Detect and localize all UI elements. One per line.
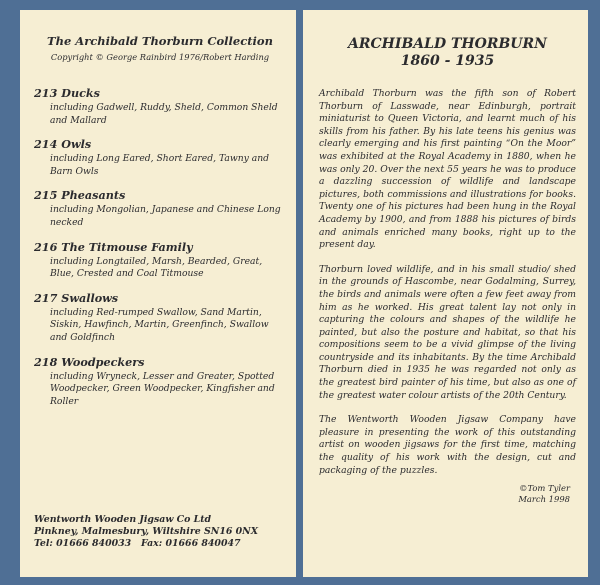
item-description: including Long Eared, Short Eared, Tawny and Barn Owls	[50, 153, 270, 177]
list-item	[34, 240, 286, 281]
list-item	[34, 86, 286, 127]
collection-title: The Archibald Thorburn Collection	[47, 34, 273, 48]
list-item	[34, 355, 286, 409]
collection-card	[20, 10, 296, 577]
list-item	[34, 137, 286, 178]
copyright-line: Copyright © George Rainbird 1976/Robert Harding	[50, 52, 270, 62]
company-address-line: Pinkney, Malmesbury, Wiltshire SN16 0NX	[34, 526, 258, 537]
item-description: including Longtailed, Marsh, Bearded, Great, Blue, Crested and Coal Titmouse	[50, 255, 263, 280]
item-heading: 213 Ducks	[34, 86, 100, 100]
company-name: Wentworth Wooden Jigsaw Co Ltd	[34, 514, 212, 525]
company-phone: Tel: 01666 840033 Fax: 01666 840047	[34, 538, 241, 549]
author-signature: ©Tom Tyler	[519, 483, 570, 494]
biography-paragraph: Archibald Thorburn was the fifth son of Robert Thorburn of Lasswade, near Edinburgh, portrait miniaturist to Queen Victoria, and learnt much of his skills from his father. By his late teens his genius was clearly emerging and his first painting “On the Moor” was exhibited at the Royal Academy in 1880, when he was only 20. Over the next 55 years he was to produce a dazzling succession of wildlife and landscape pictures, both commissions and illustrations for books. Twenty one of his pictures had been hung in the Royal Academy by 1900, and from 1888 his pictures of birds and animals enriched many books, right up to the present day.	[319, 88, 576, 251]
item-heading: 214 Owls	[34, 137, 92, 152]
item-description: including Mongolian, Japanese and Chinese Long necked	[50, 204, 281, 228]
item-description: including Red-rumped Swallow, Sand Martin, Siskin, Hawfinch, Martin, Greenfinch, Swallow and Goldfinch	[50, 306, 269, 343]
item-description: including Wryneck, Lesser and Greater, Spotted Woodpecker, Green Woodpecker, Kingfisher and Roller	[50, 370, 275, 407]
signature-date: March 1998	[518, 494, 570, 505]
biography-paragraph: The Wentworth Wooden Jigsaw Company have pleasure in presenting the work of this outstanding artist on wooden jigsaws for the first time, matching the quality of his work with the design, cut and packaging of the puzzles.	[319, 414, 576, 476]
biography-paragraph: Thorburn loved wildlife, and in his small studio/ shed in the grounds of Hascombe, near Godalming, Surrey, the birds and animals were often a few feet away from him as he worked. His great talent lay not only in capturing the colours and shapes of the wildlife he painted, but also the posture and habitat, so that his compositions seem to be a vivid glimpse of the living countryside and its inhabitants. By the time Archibald Thorburn died in 1935 he was regarded not only as the greatest bird painter of his time, but also as one of the greatest water colour artists of the 20th Century.	[319, 263, 576, 401]
list-item	[34, 188, 286, 229]
item-heading: 216 The Titmouse Family	[34, 239, 193, 254]
item-description: including Gadwell, Ruddy, Sheld, Common Sheld and Mallard	[50, 102, 278, 126]
item-heading: 218 Woodpeckers	[34, 354, 145, 369]
list-item	[34, 291, 286, 345]
item-heading: 215 Pheasants	[34, 188, 126, 203]
company-address	[34, 514, 284, 550]
item-heading: 217 Swallows	[34, 290, 119, 305]
artist-name: ARCHIBALD THORBURN	[348, 36, 547, 52]
artist-dates: 1860 - 1935	[400, 53, 495, 69]
biography-card	[303, 10, 588, 577]
